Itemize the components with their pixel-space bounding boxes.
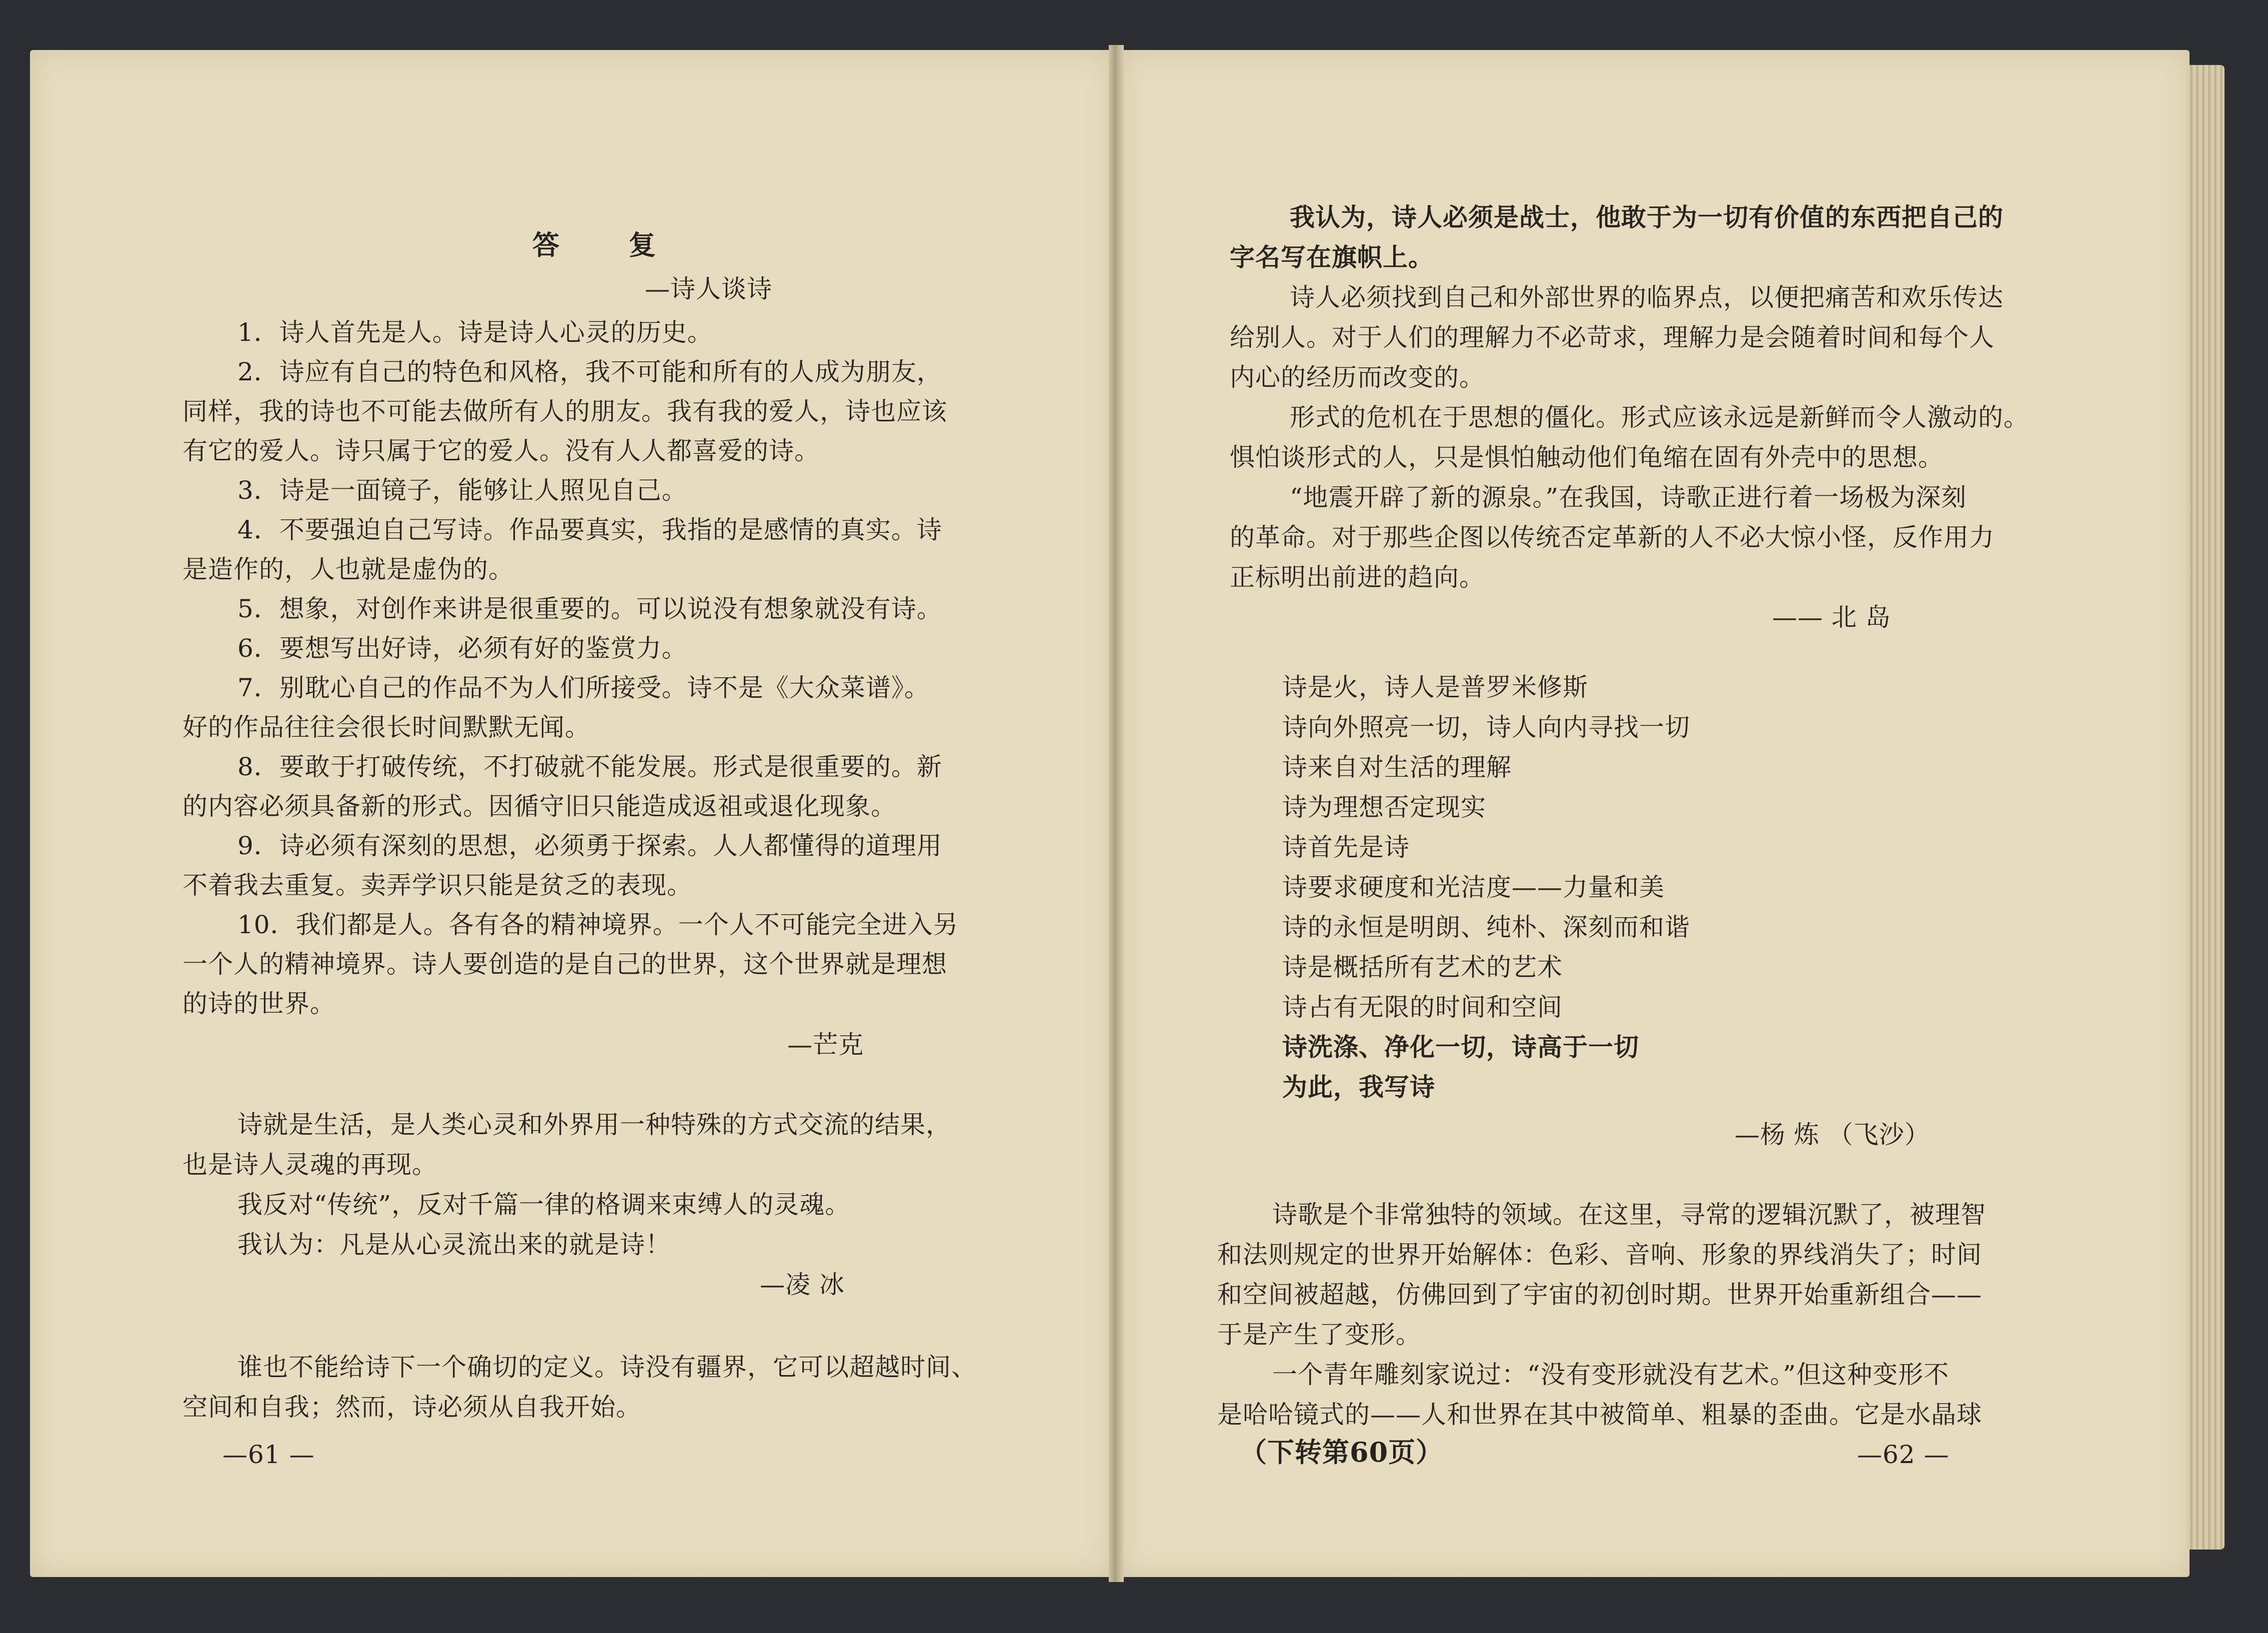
text-line: 一个青年雕刻家说过：“没有变形就没有艺术。”但这种变形不 xyxy=(1272,1360,1950,1389)
text-line: 同样，我的诗也不可能去做所有人的朋友。我有我的爱人，诗也应该 xyxy=(182,397,947,426)
text-line: 好的作品往往会很长时间默默无闻。 xyxy=(182,713,590,742)
signature-lingbing: —凌 冰 xyxy=(760,1270,845,1299)
text-line: 诗歌是个非常独特的领域。在这里，寻常的逻辑沉默了，被理智 xyxy=(1272,1200,1986,1229)
text-line: 正标明出前进的趋向。 xyxy=(1230,563,1485,592)
page-edges xyxy=(2187,65,2225,1550)
text-line: 是哈哈镜式的——人和世界在其中被简单、粗暴的歪曲。它是水晶球 xyxy=(1217,1400,1982,1429)
text-line: 6．要想写出好诗，必须有好的鉴赏力。 xyxy=(237,634,687,663)
text-line: 内心的经历而改变的。 xyxy=(1230,363,1485,392)
text-line: 和空间被超越，仿佛回到了宇宙的初创时期。世界开始重新组合—— xyxy=(1217,1280,1982,1309)
text-line: 我认为，诗人必须是战士，他敢于为一切有价值的东西把自己的 xyxy=(1290,202,2004,232)
text-line: 3．诗是一面镜子，能够让人照见自己。 xyxy=(237,476,687,505)
poem-line: 诗要求硬度和光洁度——力量和美 xyxy=(1282,873,1665,902)
text-line: 谁也不能给诗下一个确切的定义。诗没有疆界，它可以超越时间、 xyxy=(237,1353,977,1382)
text-line: 形式的危机在于思想的僵化。形式应该永远是新鲜而令人激动的。 xyxy=(1290,403,2029,432)
poem-line: 诗向外照亮一切，诗人向内寻找一切 xyxy=(1282,713,1690,742)
continued-note: （下转第60页） xyxy=(1240,1436,1444,1468)
text-line: 不着我去重复。卖弄学识只能是贫乏的表现。 xyxy=(182,871,692,900)
text-line: 于是产生了变形。 xyxy=(1217,1320,1421,1349)
text-line: 4．不要强迫自己写诗。作品要真实，我指的是感情的真实。诗 xyxy=(237,515,942,544)
text-line: 有它的爱人。诗只属于它的爱人。没有人人都喜爱的诗。 xyxy=(182,436,820,465)
text-line: 是造作的，人也就是虚伪的。 xyxy=(182,555,514,584)
text-line: “地震开辟了新的源泉。”在我国，诗歌正进行着一场极为深刻 xyxy=(1290,483,1967,512)
text-line: 空间和自我；然而，诗必须从自我开始。 xyxy=(182,1393,641,1422)
article-subtitle: —诗人谈诗 xyxy=(645,274,772,303)
text-line: 给别人。对于人们的理解力不必苛求，理解力是会随着时间和每个人 xyxy=(1230,323,1995,352)
text-line: 一个人的精神境界。诗人要创造的是自己的世界，这个世界就是理想 xyxy=(182,950,947,979)
text-line: 8．要敢于打破传统，不打破就不能发展。形式是很重要的。新 xyxy=(237,752,942,781)
page-number-left: —61 — xyxy=(222,1440,315,1469)
text-line: 诗就是生活，是人类心灵和外界用一种特殊的方式交流的结果， xyxy=(237,1110,951,1139)
book-gutter xyxy=(1109,45,1124,1582)
text-line: 诗人必须找到自己和外部世界的临界点，以便把痛苦和欢乐传达 xyxy=(1290,283,2004,312)
page-number-right: —62 — xyxy=(1857,1440,1950,1469)
poem-line: 为此，我写诗 xyxy=(1282,1072,1435,1102)
text-line: 我反对“传统”，反对千篇一律的格调来束缚人的灵魂。 xyxy=(237,1190,851,1219)
poem-line: 诗首先是诗 xyxy=(1282,833,1410,862)
text-line: 的诗的世界。 xyxy=(182,989,335,1018)
poem-line: 诗来自对生活的理解 xyxy=(1282,753,1512,782)
poem-line: 诗是火，诗人是普罗米修斯 xyxy=(1282,673,1588,702)
text-line: 5．想象，对创作来讲是很重要的。可以说没有想象就没有诗。 xyxy=(237,594,942,623)
signature-mangke: —芒克 xyxy=(787,1030,864,1059)
text-line: 的内容必须具备新的形式。因循守旧只能造成返祖或退化现象。 xyxy=(182,792,896,821)
text-line: 10．我们都是人。各有各的精神境界。一个人不可能完全进入另 xyxy=(237,910,959,939)
text-line: 惧怕谈形式的人，只是惧怕触动他们龟缩在固有外壳中的思想。 xyxy=(1230,443,1944,472)
poem-line: 诗的永恒是明朗、纯朴、深刻而和谐 xyxy=(1282,913,1690,942)
text-line: 2．诗应有自己的特色和风格，我不可能和所有的人成为朋友， xyxy=(237,357,942,386)
signature-yanglian: —杨 炼 （飞沙） xyxy=(1735,1120,1930,1149)
poem-line: 诗为理想否定现实 xyxy=(1282,793,1486,822)
text-line: 我认为：凡是从心灵流出来的就是诗！ xyxy=(237,1230,671,1259)
signature-beidao: —— 北 岛 xyxy=(1772,603,1891,632)
poem-line: 诗是概括所有艺术的艺术 xyxy=(1282,953,1563,982)
poem-line: 诗洗涤、净化一切，诗高于一切 xyxy=(1282,1032,1639,1062)
text-line: 和法则规定的世界开始解体：色彩、音响、形象的界线消失了；时间 xyxy=(1217,1240,1982,1269)
text-line: 的革命。对于那些企图以传统否定革新的人不必大惊小怪，反作用力 xyxy=(1230,523,1995,552)
text-line: 1．诗人首先是人。诗是诗人心灵的历史。 xyxy=(237,318,713,347)
text-line: 9．诗必须有深刻的思想，必须勇于探索。人人都懂得的道理用 xyxy=(237,831,942,860)
text-line: 也是诗人灵魂的再现。 xyxy=(182,1150,437,1179)
article-title: 答 复 xyxy=(532,229,686,261)
poem-line: 诗占有无限的时间和空间 xyxy=(1282,993,1563,1022)
text-line: 7．别耽心自己的作品不为人们所接受。诗不是《大众菜谱》。 xyxy=(237,673,930,702)
text-line: 字名写在旗帜上。 xyxy=(1230,242,1434,272)
